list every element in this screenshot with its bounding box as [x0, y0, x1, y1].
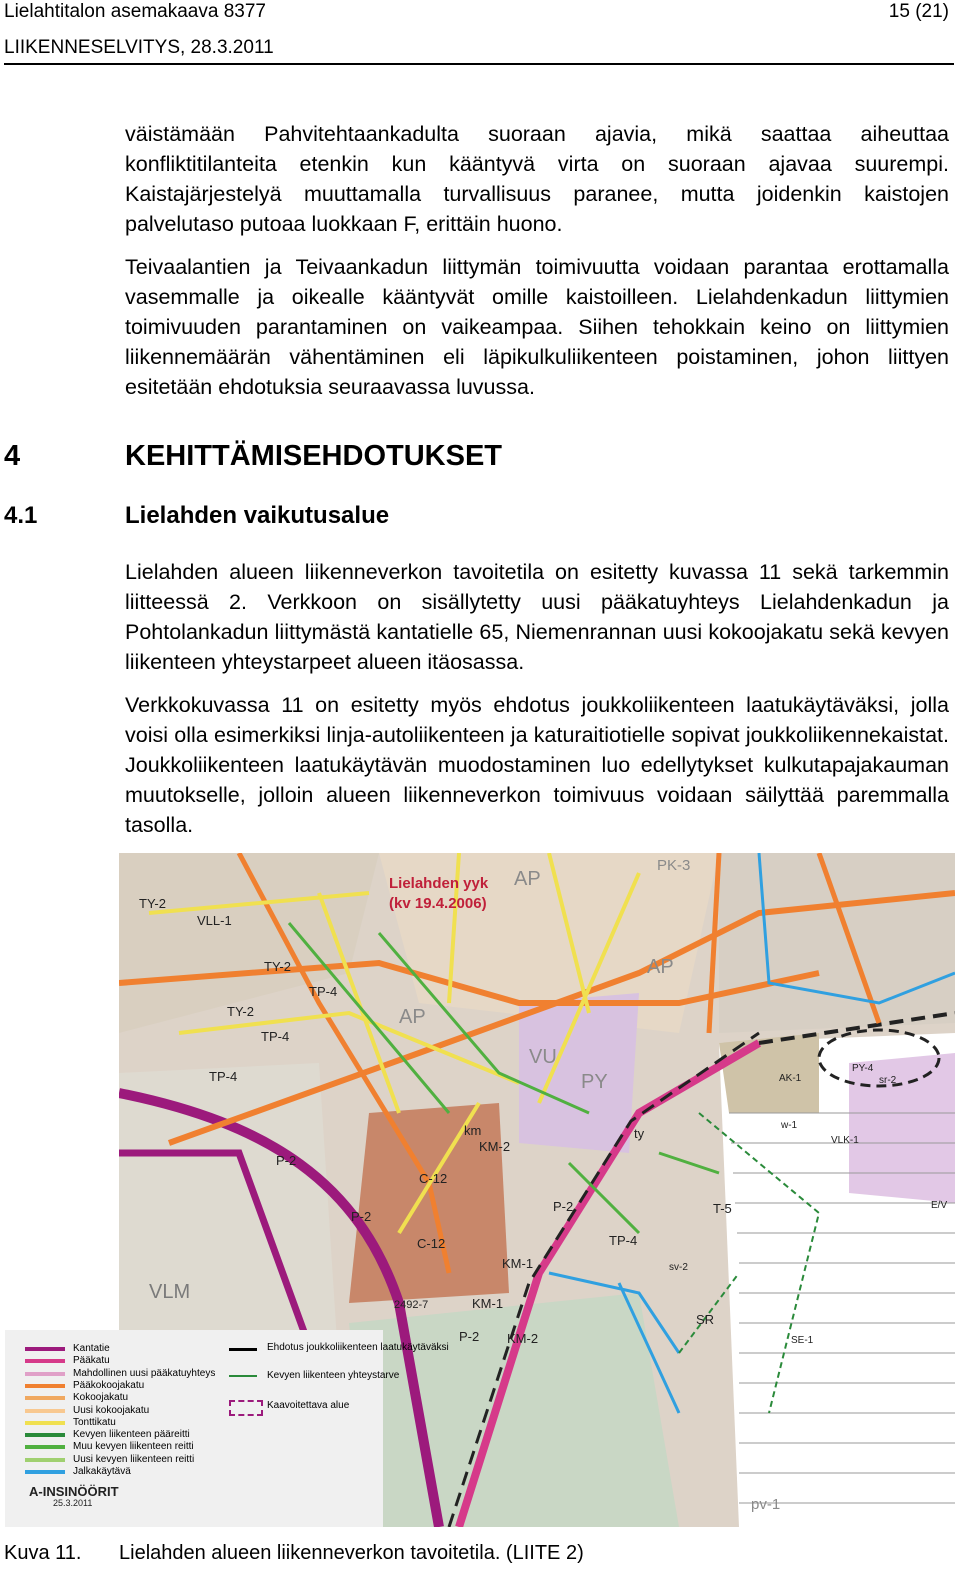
legend-swatch-9 — [25, 1458, 65, 1462]
map-label-vlm: VLM — [149, 1281, 191, 1303]
legend-item: Uusi kevyen liikenteen reitti — [73, 1453, 195, 1465]
legend-swatch-planning — [229, 1400, 263, 1416]
legend-swatch-6 — [25, 1421, 65, 1425]
legend-item: Muu kevyen liikenteen reitti — [73, 1441, 194, 1453]
area-ev — [849, 1053, 955, 1203]
paragraph-3: Lielahden alueen liikenneverkon tavoitetila on esitetty kuvassa 11 sekä tarkemmin liitteessä 2. Verkkoon on sisällytetty uusi pääkatuyhteys Lielahdenkadun ja Pohtolankadun liittymästä kantatielle 65, Niemenrannan uusi kokoojakatu sekä kevyen liikenteen yhteystarpeet alueen itäosassa. — [125, 560, 949, 674]
area-ak1 — [719, 1033, 819, 1113]
map-label-sv2: sv-2 — [669, 1262, 688, 1273]
map-label-tp4d: TP-4 — [609, 1233, 638, 1248]
legend-item: Uusi kokoojakatu — [73, 1404, 150, 1416]
legend-swatch-4 — [25, 1396, 65, 1400]
map-label-ap1: AP — [514, 868, 541, 890]
map-label-sr: SR — [696, 1312, 715, 1327]
legend-item-cycle-need: Kevyen liikenteen yhteystarve — [267, 1370, 400, 1381]
legend-swatch-0 — [25, 1347, 65, 1351]
map-label-p2a: P-2 — [276, 1153, 297, 1168]
map-label-w1: w-1 — [781, 1120, 798, 1131]
map-label-se1: SE-1 — [791, 1335, 814, 1346]
page-number: 15 (21) — [888, 1, 949, 22]
area-center-c12 — [349, 1103, 509, 1303]
map-label-t5: T-5 — [713, 1201, 732, 1216]
legend-swatch-5 — [25, 1409, 65, 1413]
map-label-vlk1: VLK-1 — [831, 1135, 859, 1146]
header-rule — [4, 63, 954, 65]
map-label-vll1: VLL-1 — [197, 913, 232, 928]
map-label-c12b: C-12 — [417, 1236, 446, 1251]
map-label-ap3: AP — [647, 956, 674, 978]
map-label-tp4b: TP-4 — [261, 1029, 290, 1044]
legend-swatch-8 — [25, 1445, 65, 1449]
heading-1-text: KEHITTÄMISEHDOTUKSET — [125, 440, 502, 472]
heading-1-number: 4 — [4, 440, 21, 472]
map-label-code: 2492-7 — [394, 1299, 429, 1311]
map-label-km2b: KM-2 — [507, 1331, 539, 1346]
map-label-p2d: P-2 — [553, 1199, 574, 1214]
map-label-pk3: PK-3 — [657, 857, 691, 874]
legend-swatch-3 — [25, 1384, 65, 1388]
map-label-c12a: C-12 — [419, 1171, 448, 1186]
map-label-kv: (kv 19.4.2006) — [389, 895, 487, 912]
map-label-pv1: pv-1 — [751, 1496, 781, 1513]
legend-swatch-transit — [229, 1348, 257, 1351]
map-label-ev: E/V — [931, 1200, 948, 1211]
map-label-km1b: KM-1 — [472, 1296, 504, 1311]
map-label-ty2a: TY-2 — [139, 896, 166, 911]
document-subtitle: LIIKENNESELVITYS, 28.3.2011 — [4, 37, 274, 58]
map-label-ak1: AK-1 — [779, 1073, 802, 1084]
legend-item: Jalkakäytävä — [73, 1466, 131, 1477]
map-label-ap2: AP — [399, 1006, 426, 1028]
legend-item: Kokoojakatu — [73, 1392, 129, 1404]
map-legend — [5, 1330, 449, 1527]
legend-item-planning: Kaavoitettava alue — [267, 1400, 350, 1411]
paragraph-2: Teivaalantien ja Teivaankadun liittymän toimivuutta voidaan parantaa erottamalla vasemmalle ja oikealle kääntyvät omille kaistoilleen. Lielahdenkadun liittymien toimivuuden parantaminen on vaikeampaa. Siihen tehokkain keino on liittymien liikennemäärän vähentäminen eli läpikulkuliikenteen poistaminen, johon liittyen esitetään ehdotuksia seuraavassa luvussa. — [125, 255, 949, 399]
paragraph-1: väistämään Pahvitehtaankadulta suoraan ajavia, mikä saattaa aiheuttaa konfliktitilanteita etenkin kun kääntyvä virta on suoraan ajavaa suurempi. Kaistajärjestelyä muuttamalla turvallisuus paranee, mutta joidenkin kaistojen palvelutaso putoaa luokkaan F, erittäin huono. — [125, 122, 949, 236]
heading-2-number: 4.1 — [4, 502, 38, 529]
map-label-km: km — [464, 1123, 482, 1138]
map-label-tp4a: TP-4 — [309, 984, 338, 999]
map-label-ty2b: TY-2 — [264, 959, 291, 974]
figure-caption-text: Lielahden alueen liikenneverkon tavoitetila. (LIITE 2) — [119, 1542, 584, 1564]
legend-item-transit: Ehdotus joukkoliikenteen laatukäytäväksi — [267, 1342, 449, 1353]
legend-item: Tonttikatu — [73, 1416, 116, 1428]
legend-swatch-2 — [25, 1372, 65, 1376]
area-vu — [519, 993, 639, 1153]
legend-swatch-7 — [25, 1433, 65, 1437]
map-label-py4: PY-4 — [852, 1063, 874, 1074]
map-label-ty: ty — [634, 1126, 645, 1141]
map-label-py: PY — [581, 1071, 608, 1093]
map-label-km1a: KM-1 — [502, 1256, 534, 1271]
legend-swatch-1 — [25, 1359, 65, 1363]
legend-item: Kantatie — [73, 1343, 110, 1354]
legend-swatch-10 — [25, 1470, 65, 1474]
area-northeast — [719, 853, 955, 1033]
legend-item: Pääkokoojakatu — [73, 1379, 145, 1391]
map-label-tp4c: TP-4 — [209, 1069, 238, 1084]
legend-item: Kevyen liikenteen pääreitti — [73, 1429, 190, 1441]
map-label-p2b: P-2 — [351, 1209, 372, 1224]
map-label-km2a: KM-2 — [479, 1139, 511, 1154]
map-label-p2c: P-2 — [459, 1329, 480, 1344]
map-label-lielahden: Lielahden yyk — [389, 875, 489, 892]
legend-item: Mahdollinen uusi pääkatuyhteys — [73, 1367, 216, 1379]
figure-caption-label: Kuva 11. — [4, 1542, 82, 1564]
paragraph-4: Verkkokuvassa 11 on esitetty myös ehdotus joukkoliikenteen laatukäytäväksi, jolla voisi olla esimerkiksi linja-autoliikenteen ja katuraitiotielle sopivat joukkoliikennekaistat. Joukkoliikenteen laatukäytävän muodostaminen luo edellytykset kulkutapajakauman muutokselle, jolloin alueen liikenneverkon toimivuus voidaan säilyttää paremmalla tasolla. — [125, 693, 949, 837]
legend-swatch-cycle-need — [229, 1375, 257, 1377]
document-title: Lielahtitalon asemakaava 8377 — [4, 1, 266, 22]
map-label-ty2c: TY-2 — [227, 1004, 254, 1019]
map-label-vu: VU — [529, 1046, 557, 1068]
heading-2-text: Lielahden vaikutusalue — [125, 502, 390, 529]
map-label-sr2: sr-2 — [879, 1075, 897, 1086]
company-logo-text: A-INSINÖÖRIT — [29, 1484, 119, 1499]
legend-date: 25.3.2011 — [53, 1498, 93, 1508]
legend-item: Pääkatu — [73, 1355, 110, 1367]
